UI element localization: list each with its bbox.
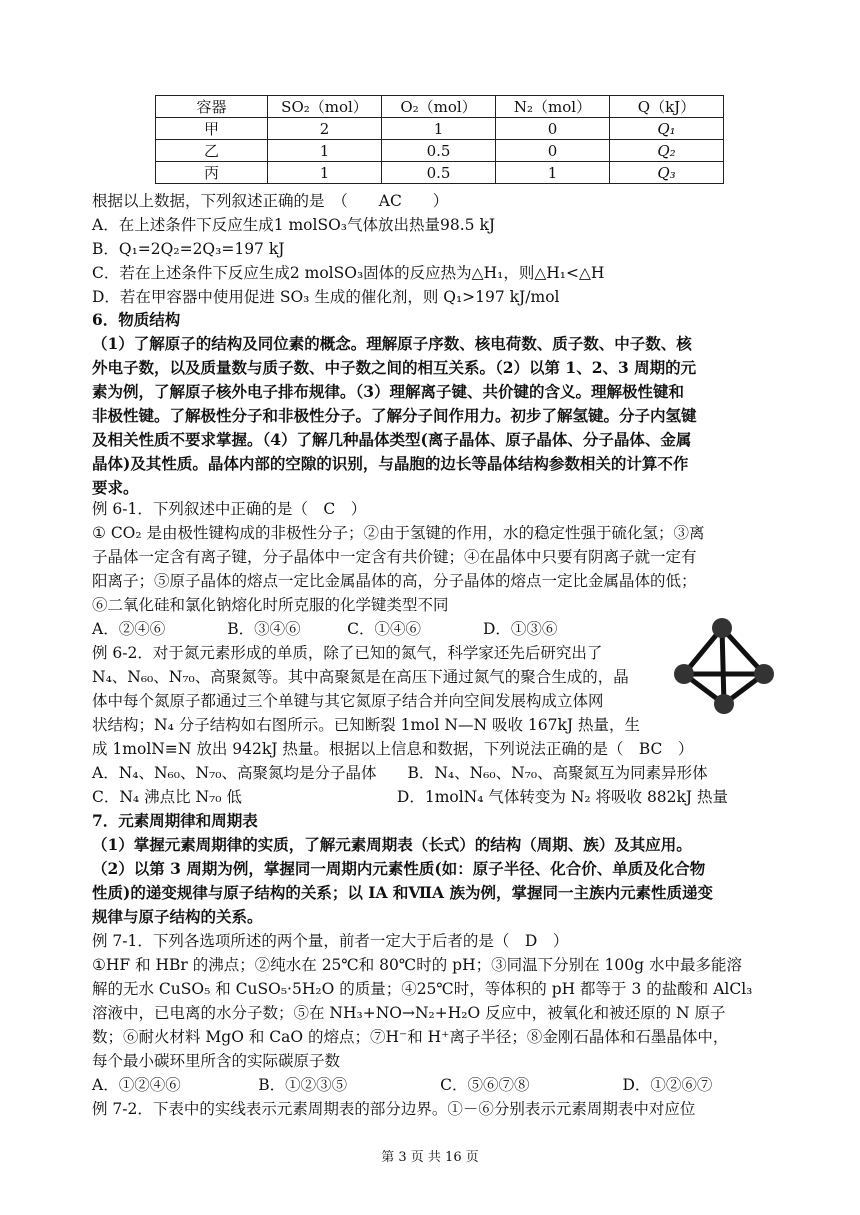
text-line: 解的无水 CuSO₅ 和 CuSO₅·5H₂O 的质量；④25℃时，等体积的 pH 都等于 3 的盐酸和 AlCl₃ xyxy=(92,980,753,998)
option-a: A．在上述条件下反应生成1 molSO₃气体放出热量98.5 kJ xyxy=(92,216,496,234)
syllabus-line: 规律与原子结构的关系。 xyxy=(92,907,263,926)
text-line: ①HF 和 HBr 的沸点；②纯水在 25℃和 80℃时的 pH；③同温下分别在 100g 水中最多能溶 xyxy=(92,956,742,974)
table-cell: Q₂ xyxy=(610,140,724,162)
options-line: A．N₄、N₆₀、N₇₀、高聚氮均是分子晶体 B．N₄、N₆₀、N₇₀、高聚氮互为同素异形体 xyxy=(92,764,708,782)
section-heading: 6．物质结构 xyxy=(92,310,181,329)
example-title: 例 7-1．下列各选项所述的两个量，前者一定大于后者的是（ D ） xyxy=(92,932,569,950)
text-line: ⑥二氧化硅和氯化钠熔化时所克服的化学键类型不同 xyxy=(92,596,449,614)
example-title: 例 7-2．下表中的实线表示元素周期表的部分边界。①－⑥分别表示元素周期表中对应位 xyxy=(92,1100,696,1118)
table-cell: 甲 xyxy=(156,118,268,140)
table-cell: 0.5 xyxy=(382,162,496,184)
table-cell: Q₃ xyxy=(610,162,724,184)
nitrogen-atom xyxy=(714,694,734,714)
syllabus-line: 非极性键。了解极性分子和非极性分子。了解分子间作用力。初步了解氢键。分子内氢键 xyxy=(92,406,697,425)
syllabus-line: 性质)的递变规律与原子结构的关系；以 IA 和ⅦA 族为例，掌握同一主族内元素性质递变 xyxy=(92,883,713,902)
table-header-row xyxy=(156,96,724,118)
text-line: 体中每个氮原子都通过三个单键与其它氮原子结合并向空间发展构成立体网 xyxy=(92,692,604,710)
table-cell: 丙 xyxy=(156,162,268,184)
table-header-cell: 容器 xyxy=(156,96,268,118)
text-line: 状结构；N₄ 分子结构如右图所示。已知断裂 1mol N—N 吸收 167kJ 热量，生 xyxy=(92,716,641,734)
table-cell: 1 xyxy=(496,162,610,184)
reaction-data-table xyxy=(155,95,724,184)
example-title: 例 6-1．下列叙述中正确的是（ C ） xyxy=(92,500,367,518)
table-header-cell: SO₂（mol） xyxy=(268,96,382,118)
text-line: ① CO₂ 是由极性键构成的非极性分子；②由于氢键的作用，水的稳定性强于硫化氢；③离 xyxy=(92,524,705,542)
option-c: C．若在上述条件下反应生成2 molSO₃固体的反应热为△H₁，则△H₁<△H xyxy=(92,264,605,282)
table-header-cell: N₂（mol） xyxy=(496,96,610,118)
table-cell: 1 xyxy=(268,140,382,162)
section-heading: 7．元素周期律和周期表 xyxy=(92,811,258,830)
syllabus-line: 外电子数，以及质量数与质子数、中子数之间的相互关系。（2）以第 1、2、3 周期的元 xyxy=(92,358,697,377)
syllabus-line: 素为例，了解原子核外电子排布规律。（3）理解离子键、共价键的含义。理解极性键和 xyxy=(92,382,685,401)
options-line: A．①②④⑥ B．①②③⑤ C．⑤⑥⑦⑧ D．①②⑥⑦ xyxy=(92,1076,713,1094)
table-cell: 2 xyxy=(268,118,382,140)
text-line: 成 1molN≡N 放出 942kJ 热量。根据以上信息和数据，下列说法正确的是（ BC ） xyxy=(92,740,694,758)
table-cell: 0.5 xyxy=(382,140,496,162)
question-prompt: 根据以上数据，下列叙述正确的是 （ AC ） xyxy=(92,192,449,210)
text-line: N₄、N₆₀、N₇₀、高聚氮等。其中高聚氮是在高压下通过氮气的聚合生成的，晶 xyxy=(92,668,629,686)
nitrogen-atom xyxy=(712,618,732,638)
table-header-cell: Q（kJ） xyxy=(610,96,724,118)
table-cell: Q₁ xyxy=(610,118,724,140)
page-number: 第 3 页 共 16 页 xyxy=(381,1150,479,1165)
text-line: 阳离子；⑤原子晶体的熔点一定比金属晶体的高，分子晶体的熔点一定比金属晶体的低； xyxy=(92,572,697,590)
table-cell: 1 xyxy=(268,162,382,184)
nitrogen-atom xyxy=(674,664,694,684)
text-line: 每个最小碳环里所含的实际碳原子数 xyxy=(92,1052,341,1070)
options-line: A．②④⑥ B．③④⑥ C．①④⑥ D．①③⑥ xyxy=(92,620,558,638)
n4-molecule-diagram xyxy=(672,616,776,716)
text-line: 子晶体一定含有离子键，分子晶体中一定含有共价键；④在晶体中只要有阴离子就一定有 xyxy=(92,548,697,566)
table-cell: 乙 xyxy=(156,140,268,162)
syllabus-line: 及相关性质不要求掌握。（4）了解几种晶体类型(离子晶体、原子晶体、分子晶体、金属 xyxy=(92,430,692,449)
table-header-cell: O₂（mol） xyxy=(382,96,496,118)
text-line: 溶液中，已电离的水分子数；⑤在 NH₃+NO→N₂+H₂O 反应中，被氧化和被还原的 N 原子 xyxy=(92,1004,726,1022)
syllabus-line: 晶体)及其性质。晶体内部的空隙的识别，与晶胞的边长等晶体结构参数相关的计算不作 xyxy=(92,454,689,473)
table-cell: 1 xyxy=(382,118,496,140)
table-cell: 0 xyxy=(496,140,610,162)
table-cell: 0 xyxy=(496,118,610,140)
text-line: 数；⑥耐火材料 MgO 和 CaO 的熔点；⑦H⁻和 H⁺离子半径；⑧金刚石晶体和石墨晶体中， xyxy=(92,1028,729,1046)
example-title: 例 6-2．对于氮元素形成的单质，除了已知的氮气，科学家还先后研究出了 xyxy=(92,644,603,662)
option-b: B．Q₁=2Q₂=2Q₃=197 kJ xyxy=(92,240,285,258)
table-row xyxy=(156,162,724,184)
syllabus-line: （2）以第 3 周期为例，掌握同一周期内元素性质(如：原子半径、化合价、单质及化合物 xyxy=(92,859,706,878)
syllabus-line: （1）了解原子的结构及同位素的概念。理解原子序数、核电荷数、质子数、中子数、核 xyxy=(92,334,692,353)
table-row xyxy=(156,140,724,162)
nitrogen-atom xyxy=(754,664,774,684)
table-row xyxy=(156,118,724,140)
options-line: C．N₄ 沸点比 N₇₀ 低 D．1molN₄ 气体转变为 N₂ 将吸收 882kJ 热量 xyxy=(92,788,729,806)
syllabus-line: 要求。 xyxy=(92,478,139,497)
option-d: D．若在甲容器中使用促进 SO₃ 生成的催化剂，则 Q₁>197 kJ/mol xyxy=(92,288,560,306)
syllabus-line: （1）掌握元素周期律的实质，了解元素周期表（长式）的结构（周期、族）及其应用。 xyxy=(92,835,692,854)
